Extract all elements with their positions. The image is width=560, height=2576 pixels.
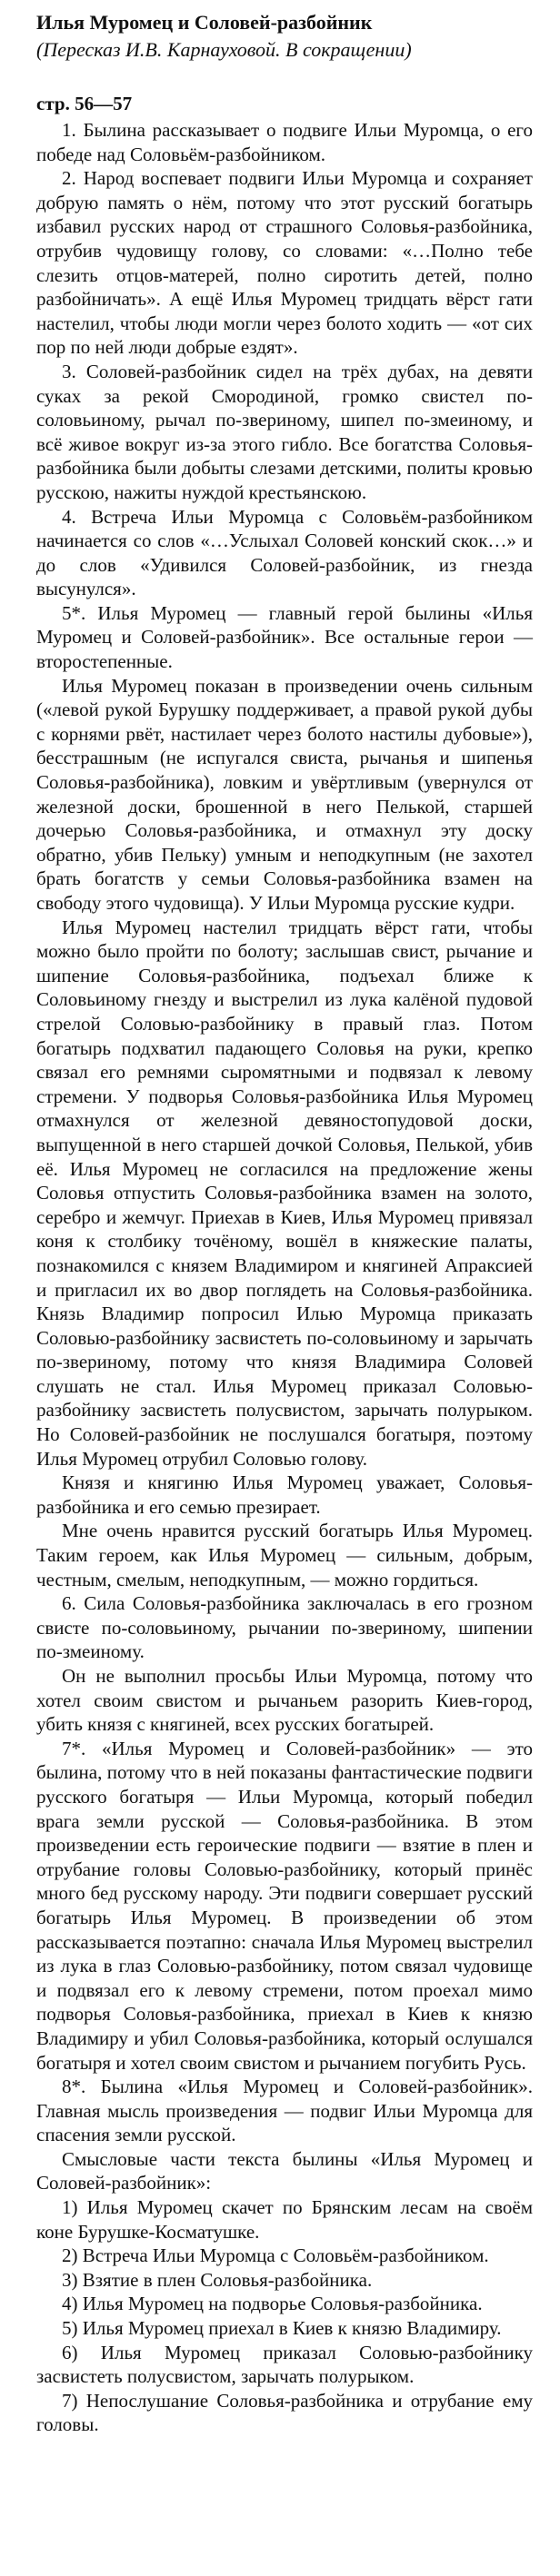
plan-item: 6) Илья Муромец приказал Соловью-разбойнику засвистеть полусвистом, зарычать полурыком. [36,2341,533,2388]
plan-item: 5) Илья Муромец приехал в Киев к князю Владимиру. [62,2317,502,2340]
answer-paragraph: 7*. «Илья Муромец и Соловей-разбойник» — это былина, потому что в ней показаны фантастические подвиги русского богатыря — Ильи Муромца, который победил врага земли русской — Соловья-разбойника. В этом произведении есть героические подвиги — взятие в плен и отрубание головы Соловью-разбойнику, который принёс много бед русскому народу. Эти подвиги совершает русский богатырь Илья Муромец. В произведении об этом рассказывается поэтапно: сначала Илья Муромец выстрелил из лука в глаз Соловью-разбойнику, потом связал чудовище и подвязал его к левому стремени, потом проехал мимо подворья Соловья-разбойника, приехал в Киев к князю Владимиру и убил Соловья-разбойника, который ослушался богатыря и хотел своим свистом и рычанием погубить Русь. [36,1737,533,2074]
answer-paragraph: 5*. Илья Муромец — главный герой былины «Илья Муромец и Соловей-разбойник». Все остальные герои — второстепенные. [36,601,533,673]
plan-item: 7) Непослушание Соловья-разбойника и отрубание ему головы. [36,2389,533,2436]
answer-paragraph: 2. Народ воспевает подвиги Ильи Муромца и сохраняет добрую память о нём, потому что этот русский богатырь избавил русских народ от страшного Соловья-разбойника, отрубив чудовищу голову, со словами: «…Полно тебе слезить отцов-матерей, полно сиротить детей, полно разбойничать». А ещё Илья Муромец тридцать вёрст гати настелил, чтобы люди могли через болото ходить — «от сих пор по ней люди добрые ездят». [36,167,533,359]
answer-paragraph: Смысловые части текста былины «Илья Муромец и Соловей-разбойник»: [36,2147,533,2195]
answer-paragraph: Илья Муромец настелил тридцать вёрст гати, чтобы можно было пройти по болоту; заслышав свист, рычание и шипение Соловья-разбойника, подъехал ближе к Соловьиному гнезду и выстрелил из лука калёной пудовой стрелой Соловью-разбойнику в правый глаз. Потом богатырь подхватил падающего Соловья на руки, крепко связал его ремнями сыромятными и подвязал к левому стремени. У подворья Соловья-разбойника Илья Муромец отмахнулся от железной девяностопудовой доски, выпущенной в него старшей дочкой Соловья, Пелькой, убив её. Илья Муромец не согласился на предложение жены Соловья отпустить Соловья-разбойника взамен на золото, серебро и жемчуг. Приехав в Киев, Илья Муромец привязал коня к столбику точёному, вошёл в княжеские палаты, познакомился с князем Владимиром и княгиней Апраксией и пригласил их во двор поглядеть на Соловья-разбойника. Князь Владимир попросил Илью Муромца приказать Соловью-разбойнику засвистеть по-соловьиному и зарычать по-звериному, потому что князя Владимира Соловей слушать не стал. Илья Муромец приказал Соловью-разбойнику засвистеть полусвистом, зарычать полурыком. Но Соловей-разбойник не послушался богатыря, поэтому Илья Муромец отрубил Соловью голову. [36,916,533,1470]
answer-paragraph: Илья Муромец показан в произведении очень сильным («левой рукой Бурушку поддерживает, а правой рукой дубы с корнями рвёт, настилает через болото настилы дубовые»), бесстрашным (не испугался свиста, рычанья и шипенья Соловья-разбойника), ловким и увёртливым (увернулся от железной доски, брошенной в него Пелькой, старшей дочерью Соловья-разбойника, и отмахнул эту доску обратно, убив Пельку) умным и неподкупным (не захотел брать богатств у семьи Соловья-разбойника взамен на свободу этого чудовища). У Ильи Муромца русские кудри. [36,674,533,914]
plan-item: 3) Взятие в плен Соловья-разбойника. [62,2268,373,2291]
plan-item: 1) Илья Муромец скачет по Брянским лесам на своём коне Бурушке-Косматушке. [36,2196,533,2243]
answer-paragraph: 4. Встреча Ильи Муромца с Соловьём-разбойником начинается со слов «…Услыхал Соловей конский скок…» и до слов «Удивился Соловей-разбойник, из гнезда высунулся». [36,505,533,600]
document-title: Илья Муромец и Соловей-разбойник [36,11,373,34]
plan-list [36,2195,533,2437]
page-range: стр. 56—57 [36,93,133,114]
answer-paragraph: 8*. Былина «Илья Муромец и Соловей-разбойник». Главная мысль произведения — подвиг Ильи Муромца для спасения земли русской. [36,2076,533,2146]
answer-paragraph: Он не выполнил просьбы Ильи Муромца, потому что хотел своим свистом и рычаньем разорить Киев-город, убить князя с княгиней, всех русских богатырей. [36,1665,533,1736]
answer-paragraph: Мне очень нравится русский богатырь Илья Муромец. Таким героем, как Илья Муромец — сильным, добрым, честным, смелым, неподкупным, — можно гордиться. [36,1520,533,1590]
answer-paragraph: Князя и княгиню Илья Муромец уважает, Соловья-разбойника и его семью презирает. [36,1471,533,1518]
plan-item: 4) Илья Муромец на подворье Соловья-разбойника. [62,2293,483,2315]
answer-paragraph: 6. Сила Соловья-разбойника заключалась в его грозном свисте по-соловьиному, рычании по-звериному, шипении по-змеиному. [36,1592,533,1663]
answer-paragraph: 1. Былина рассказывает о подвиге Ильи Муромца, о его победе над Соловьём-разбойником. [36,119,533,165]
answer-paragraph: 3. Соловей-разбойник сидел на трёх дубах, на девяти суках за рекой Смородиной, громко свистел по-соловьиному, рычал по-звериному, шипел по-змеиному, и всё живое вокруг из-за этого гибло. Все богатства Соловья-разбойника были добыты слезами детскими, политы кровью русскою, нажиты нуждой крестьянскою. [36,360,533,503]
document-subtitle: (Пересказ И.В. Карнауховой. В сокращении) [36,38,412,61]
plan-item: 2) Встреча Ильи Муромца с Соловьём-разбойником. [62,2244,489,2267]
